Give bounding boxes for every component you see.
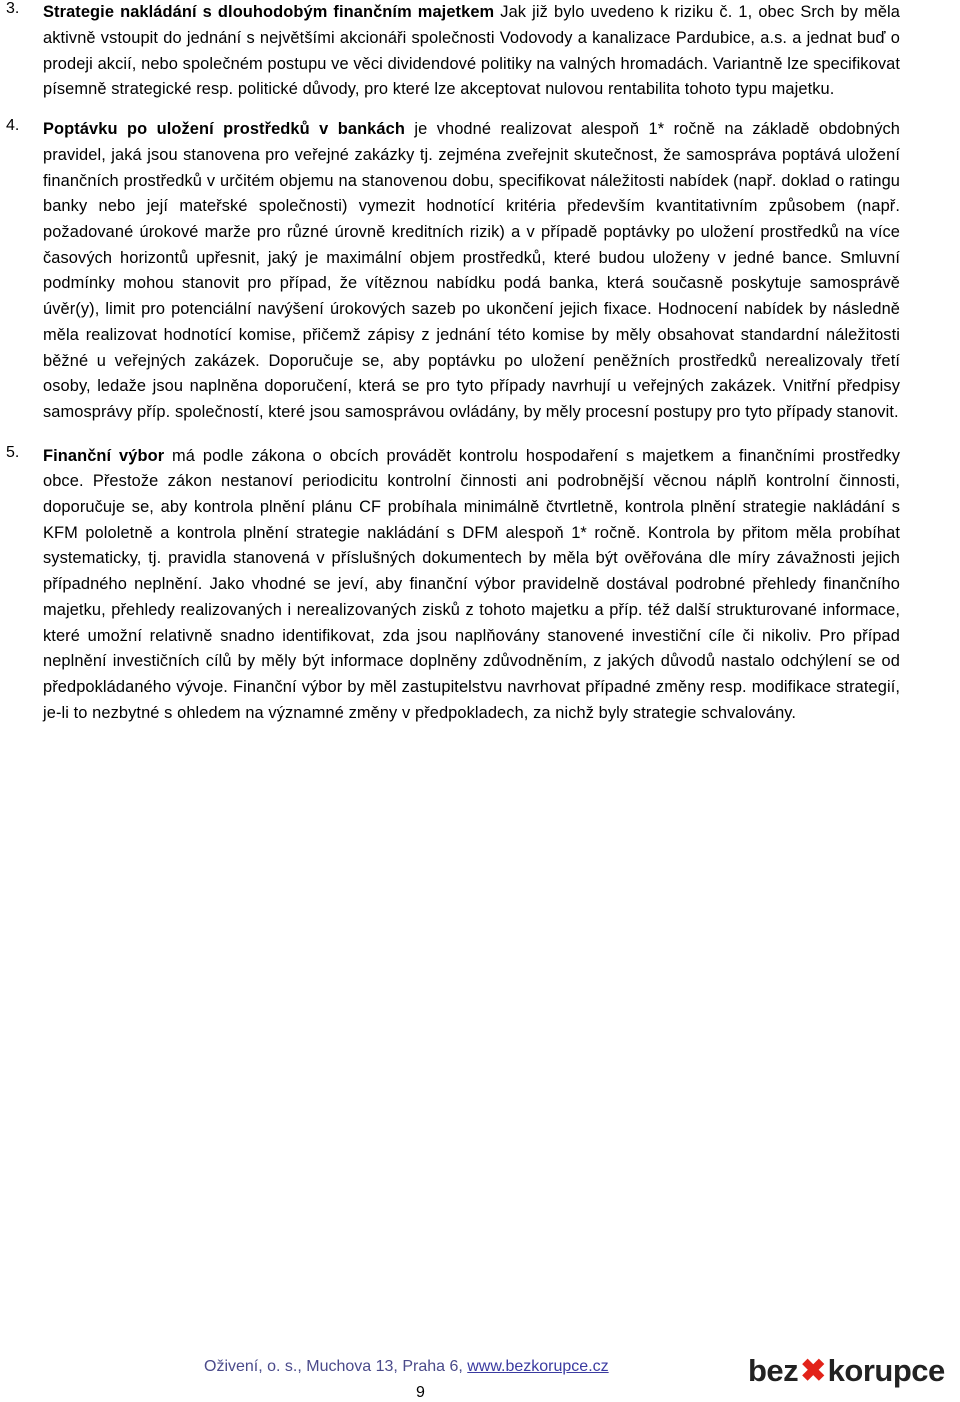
footer-address	[204, 1358, 609, 1376]
page-number: 9	[416, 1384, 425, 1401]
item-number: 3.	[6, 0, 20, 17]
numbered-list	[0, 0, 900, 726]
item-paragraph	[43, 117, 900, 425]
item-paragraph	[43, 444, 900, 727]
item-number: 4.	[6, 117, 20, 135]
list-item-4	[0, 117, 900, 425]
footer-org: Oživení, o. s., Muchova 13, Praha 6,	[204, 1358, 468, 1375]
item-heading: Finanční výbor	[43, 446, 165, 465]
footer-website-link[interactable]: www.bezkorupce.cz	[467, 1358, 609, 1375]
logo-text-left: bez	[748, 1353, 799, 1388]
item-number: 5.	[6, 443, 20, 461]
item-body: Jak již bylo uvedeno k riziku č. 1, obec Srch by měla aktivně vstoupit do jednání s největšími akcionáři společnosti Vodovody a kanalizace Pardubice, a.s. a jednat buď o prodeji akcií, nebo společném postupu ve věci dividendové politiky na valných hromadách. Variantně lze specifikovat písemně strategické resp. politické důvody, pro které lze akceptovat nulovou rentabilita tohoto typu majetku.	[43, 3, 900, 99]
list-item-5	[0, 444, 900, 727]
item-heading: Poptávku po uložení prostředků v bankách	[43, 120, 405, 139]
logo-x-icon: ✖	[800, 1353, 826, 1388]
item-paragraph	[43, 0, 900, 103]
item-body: je vhodné realizovat alespoň 1* ročně na základě obdobných pravidel, jaká jsou stanovena pro veřejné zakázky tj. zejména zveřejnit skutečnost, že samospráva poptává uložení finančních prostředků v určitém objemu na stanovenou dobu, specifikovat náležitosti nabídek (např. doklad o ratingu banky nebo její mateřské společnosti) vymezit hodnotící kritéria především kvantitativním způsobem (např. požadované úrokové marže pro různé úrovně kreditních rizik) a v případě poptávky po uložení prostředků na více časových horizontů upřesnit, jaký je maximální objem prostředků, které budou uloženy v jedné bance. Smluvní podmínky mohou stanovit pro případ, že vítěznou nabídku podá banka, která současně poskytuje samosprávě úvěr(y), limit pro potenciální navýšení úrokových sazeb po ukončení jejich fixace. Hodnocení nabídek by následně měla realizovat hodnotící komise, přičemž zápisy z jednání této komise by měly obsahovat standardní náležitosti běžné u veřejných zakázek. Doporučuje se, aby poptávku po uložení peněžních prostředků nerealizovaly třetí osoby, ledaže jsou naplněna doporučení, která se pro tyto případy navrhují u veřejných zakázek. Vnitřní předpisy samosprávy příp. společností, které jsou samosprávou ovládány, by měly procesní postupy pro tyto případy stanovit.	[43, 120, 901, 421]
item-body: má podle zákona o obcích provádět kontrolu hospodaření s majetkem a finančními prostředky obce. Přestože zákon nestanoví periodicitu kontrolní činnosti ani podrobnější věcnou náplň kontrolní činnosti, doporučuje se, aby kontrola plnění plánu CF probíhala minimálně čtvrtletně, kontrola plnění strategie nakládání s KFM pololetně a kontrola plnění strategie nakládání s DFM alespoň 1* ročně. Kontrola by přitom měla probíhat systematicky, tj. pravidla stanovená v příslušných dokumentech by měla být ověřována dle míry závažnosti jejich případného neplnění. Jako vhodné se jeví, aby finanční výbor pravidelně dostával podrobné přehledy finančního majetku, přehledy realizovaných i nerealizovaných zisků z tohoto majetku a příp. též další strukturované informace, které umožní relativně snadno identifikovat, zda jsou naplňovány stanovené investiční cíle či nikoliv. Pro případ neplnění investičních cílů by měly být informace doplněny zdůvodněním, z jakých důvodů nastalo odchýlení se od předpokládaného vývoje. Finanční výbor by měl zastupitelstvu navrhovat případné změny resp. modifikace strategií, je-li to nezbytné s ohledem na významné změny v předpokladech, za nichž byly strategie schvalovány.	[43, 446, 900, 722]
logo-text-right: korupce	[827, 1353, 945, 1388]
item-heading: Strategie nakládání s dlouhodobým finančním majetkem	[43, 3, 495, 21]
bezkorupce-logo	[748, 1350, 954, 1392]
list-item-3	[0, 0, 900, 103]
